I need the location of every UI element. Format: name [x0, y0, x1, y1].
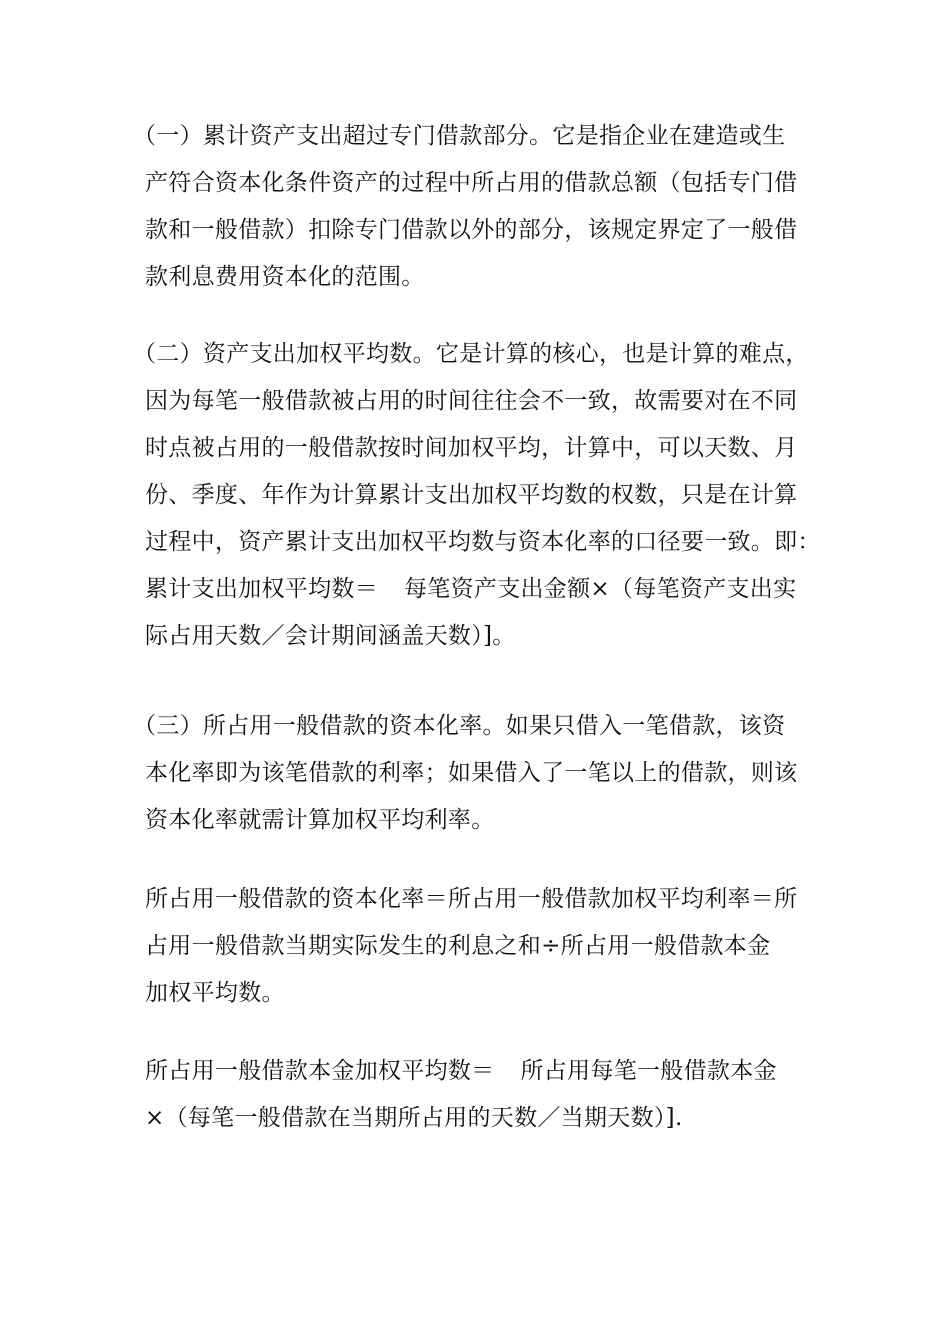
paragraph-line: ×（每笔一般借款在当期所占用的天数／当期天数）].	[145, 1105, 683, 1131]
paragraph-cumulative-expenditure	[133, 113, 825, 301]
paragraph-line: 份、季度、年作为计算累计支出加权平均数的权数，只是在计算	[145, 482, 798, 508]
paragraph-line: 过程中，资产累计支出加权平均数与资本化率的口径要一致。即：	[145, 529, 821, 555]
paragraph-principal-formula	[145, 1048, 825, 1142]
formula-left: 所占用一般借款本金加权平均数＝	[145, 1058, 495, 1084]
formula-right: 所占用每笔一般借款本金	[520, 1058, 777, 1084]
paragraph-line: 款利息费用资本化的范围。	[145, 264, 425, 290]
paragraph-line: 时点被占用的一般借款按时间加权平均，计算中，可以天数、月	[145, 435, 798, 461]
paragraph-line: 际占用天数／会计期间涵盖天数）]。	[145, 623, 516, 649]
formula-left: 累计支出加权平均数＝	[145, 576, 378, 602]
paragraph-line: （二）资产支出加权平均数。它是计算的核心，也是计算的难点，	[133, 341, 809, 367]
paragraph-rate-formula	[145, 876, 825, 1017]
formula-line	[145, 566, 825, 613]
formula-right: 每笔资产支出金额×（每笔资产支出实	[404, 576, 797, 602]
paragraph-line: 本化率即为该笔借款的利率；如果借入了一笔以上的借款，则该	[145, 760, 798, 786]
paragraph-line: 资本化率就需计算加权平均利率。	[145, 807, 495, 833]
paragraph-line: 产符合资本化条件资产的过程中所占用的借款总额（包括专门借	[145, 170, 798, 196]
formula-line	[145, 1048, 825, 1095]
paragraph-line: 占用一般借款当期实际发生的利息之和÷所占用一般借款本金	[145, 933, 771, 959]
paragraph-weighted-average	[133, 331, 825, 660]
paragraph-line: （一）累计资产支出超过专门借款部分。它是指企业在建造或生	[133, 123, 786, 149]
paragraph-line: 加权平均数。	[145, 980, 285, 1006]
paragraph-line: 款和一般借款）扣除专门借款以外的部分，该规定界定了一般借	[145, 217, 798, 243]
paragraph-capitalization-rate	[133, 703, 825, 844]
paragraph-line: 所占用一般借款的资本化率＝所占用一般借款加权平均利率＝所	[145, 886, 798, 912]
paragraph-line: （三）所占用一般借款的资本化率。如果只借入一笔借款，该资	[133, 713, 786, 739]
paragraph-line: 因为每笔一般借款被占用的时间往往会不一致，故需要对在不同	[145, 388, 798, 414]
